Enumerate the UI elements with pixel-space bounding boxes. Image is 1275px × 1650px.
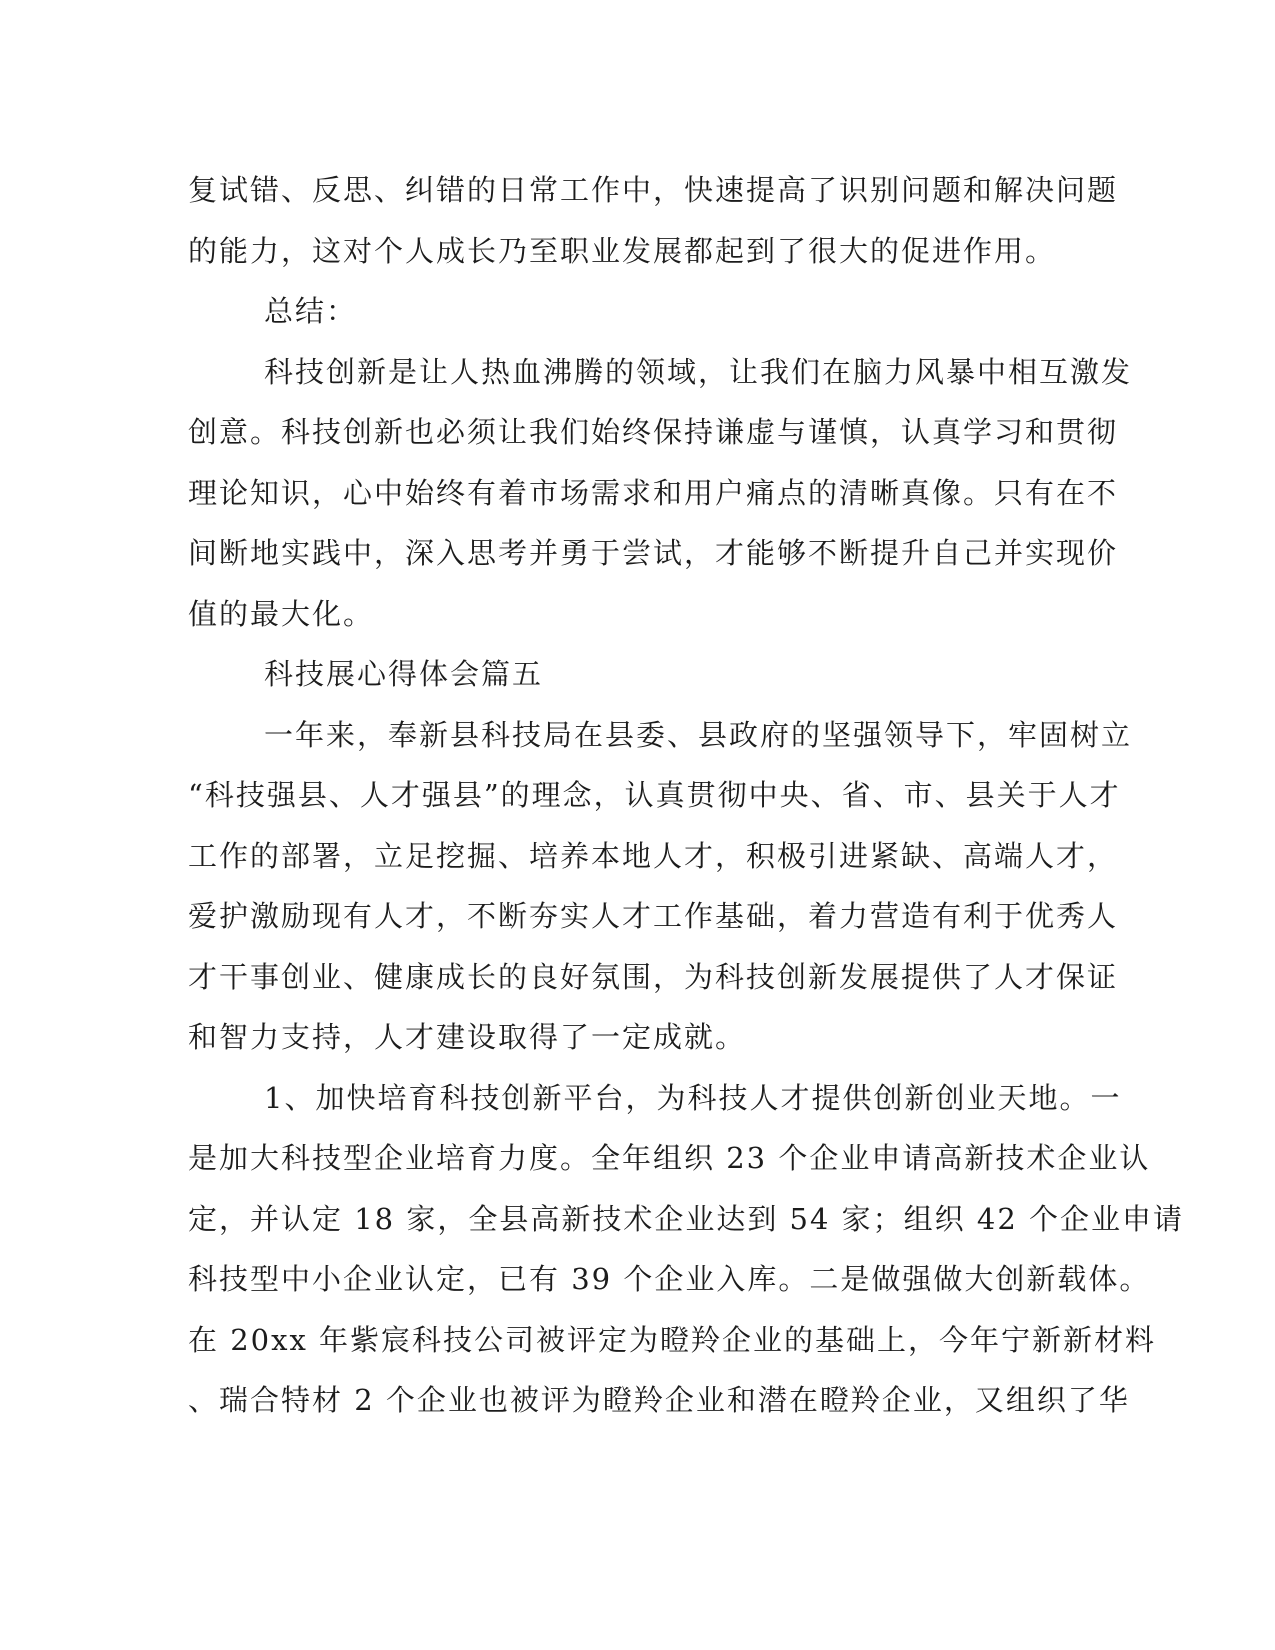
text-line: 定，并认定 18 家，全县高新技术企业达到 54 家；组织 42 个企业申请 xyxy=(188,1201,1185,1236)
text-line: 爱护激励现有人才，不断夯实人才工作基础，着力营造有利于优秀人 xyxy=(188,899,1119,933)
text-line: 理论知识，心中始终有着市场需求和用户痛点的清晰真像。只有在不 xyxy=(188,475,1119,510)
text-line: 、瑞合特材 2 个企业也被评为瞪羚企业和潜在瞪羚企业，又组织了华 xyxy=(188,1383,1130,1417)
text-line: 工作的部署，立足挖掘、培养本地人才，积极引进紧缺、高端人才， xyxy=(188,838,1119,873)
text-line: 是加大科技型企业培育力度。全年组织 23 个企业申请高新技术企业认 xyxy=(188,1141,1151,1175)
text-line: 科技创新是让人热血沸腾的领域，让我们在脑力风暴中相互激发 xyxy=(264,354,1133,389)
text-line: 复试错、反思、纠错的日常工作中，快速提高了识别问题和解决问题 xyxy=(188,173,1119,207)
text-line: 才干事创业、健康成长的良好氛围，为科技创新发展提供了人才保证 xyxy=(188,959,1119,994)
text-line: 一年来，奉新县科技局在县委、县政府的坚强领导下，牢固树立 xyxy=(264,717,1133,752)
document-body xyxy=(188,160,1185,1431)
text-line: 在 20xx 年紫宸科技公司被评定为瞪羚企业的基础上，今年宁新新材料 xyxy=(188,1322,1157,1357)
text-line: 科技型中小企业认定，已有 39 个企业入库。二是做强做大创新载体。 xyxy=(188,1262,1151,1296)
text-line: 和智力支持，人才建设取得了一定成就。 xyxy=(188,1020,747,1054)
section-heading-part-five: 科技展心得体会篇五 xyxy=(264,657,544,691)
text-line: 创意。科技创新也必须让我们始终保持谦虚与谨慎，认真学习和贯彻 xyxy=(188,415,1119,449)
text-line: 间断地实践中，深入思考并勇于尝试，才能够不断提升自己并实现价 xyxy=(188,536,1119,570)
text-line: 的能力，这对个人成长乃至职业发展都起到了很大的促进作用。 xyxy=(188,233,1057,268)
text-line: “科技强县、人才强县”的理念，认真贯彻中央、省、市、县关于人才 xyxy=(188,778,1121,812)
text-line: 值的最大化。 xyxy=(188,596,375,631)
text-line: 1、加快培育科技创新平台，为科技人才提供创新创业天地。一 xyxy=(264,1080,1122,1115)
section-heading-summary: 总结： xyxy=(264,294,358,328)
